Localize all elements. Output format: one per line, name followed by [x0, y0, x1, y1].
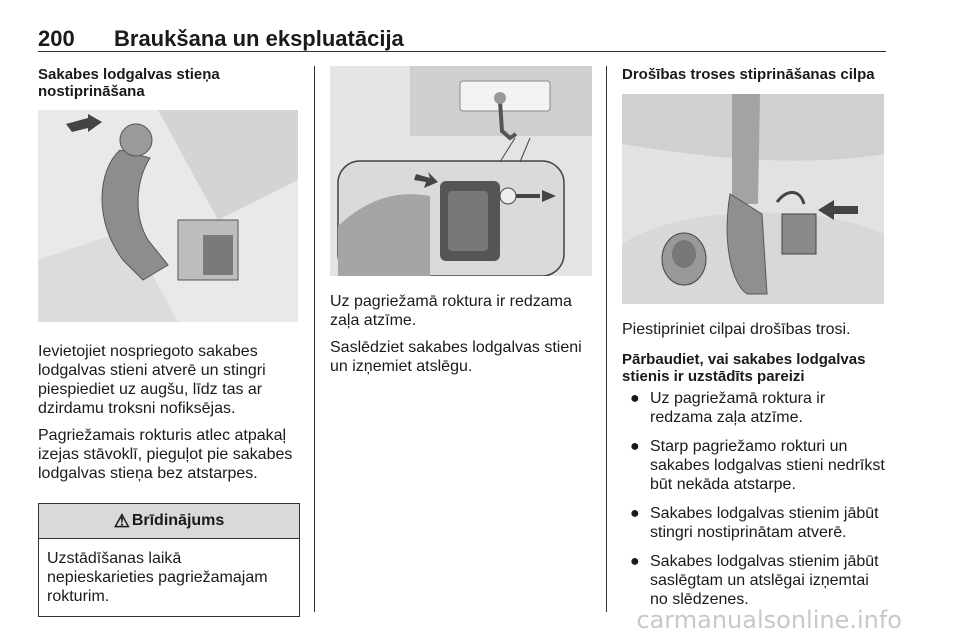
lock-key-illustration	[330, 66, 592, 276]
bullet-dot-icon: ●	[630, 390, 640, 407]
page-header	[38, 26, 886, 52]
chapter-title: Braukšana un ekspluatācija	[114, 26, 404, 51]
warning-title: Brīdinājums	[131, 512, 225, 529]
lock-key-para: Saslēdziet sakabes lodgalvas stieni un izņemiet atslēgu.	[330, 339, 582, 375]
watermark: carmanualsonline.info	[636, 606, 902, 634]
column-3	[622, 66, 886, 619]
column-divider-2	[606, 66, 607, 612]
column-divider-1	[314, 66, 315, 612]
warning-box	[38, 503, 300, 617]
list-item: ● Starp pagriežamo rokturi un sakabes lodgalvas stieni nedrīkst būt nekāda atstarpe.	[630, 438, 885, 493]
green-mark-para: Uz pagriežamā roktura ir redzama zaļa atzīme.	[330, 293, 572, 329]
instruction-para-2: Pagriežamais rokturis atlec atpakaļ izejas stāvoklī, pieguļot pie sakabes lodgalvas stieņa bez atstarpes.	[38, 427, 293, 482]
bullet-dot-icon: ●	[630, 438, 640, 455]
column-1	[38, 66, 300, 617]
section-heading-towbar-install: Sakabes lodgalvas stieņa nostiprināšana	[38, 66, 220, 100]
header-divider	[38, 51, 886, 52]
bullet-dot-icon: ●	[630, 553, 640, 570]
instruction-para-1: Ievietojiet nospriegoto sakabes lodgalvas stieni atverē un stingri piespiediet uz augšu, līdz tas ar dzirdamu troksni nofiksējas.	[38, 343, 266, 417]
warning-header	[39, 504, 299, 539]
page-number: 200	[38, 26, 75, 51]
list-item: ● Sakabes lodgalvas stienim jābūt saslēgtam un atslēgai izņemtai no slēdzenes.	[630, 553, 879, 608]
bullet-dot-icon: ●	[630, 505, 640, 522]
check-heading: Pārbaudiet, vai sakabes lodgalvas stienis ir uzstādīts pareizi	[622, 351, 866, 385]
check-list	[622, 389, 886, 609]
column-2	[330, 66, 592, 384]
list-item: ● Uz pagriežamā roktura ir redzama zaļa atzīme.	[630, 390, 826, 426]
list-item: ● Sakabes lodgalvas stienim jābūt stingri nostiprinātam atverē.	[630, 505, 879, 541]
safety-eye-illustration	[622, 94, 884, 304]
warning-text: Uzstādīšanas laikā nepieskarieties pagriežamajam rokturim.	[47, 550, 268, 605]
attach-cable-para: Piestipriniet cilpai drošības trosi.	[622, 321, 851, 338]
section-heading-safety-eye: Drošības troses stiprināšanas cilpa	[622, 66, 875, 83]
towbar-insert-illustration	[38, 110, 298, 322]
warning-triangle-icon: ⚠	[113, 510, 130, 531]
